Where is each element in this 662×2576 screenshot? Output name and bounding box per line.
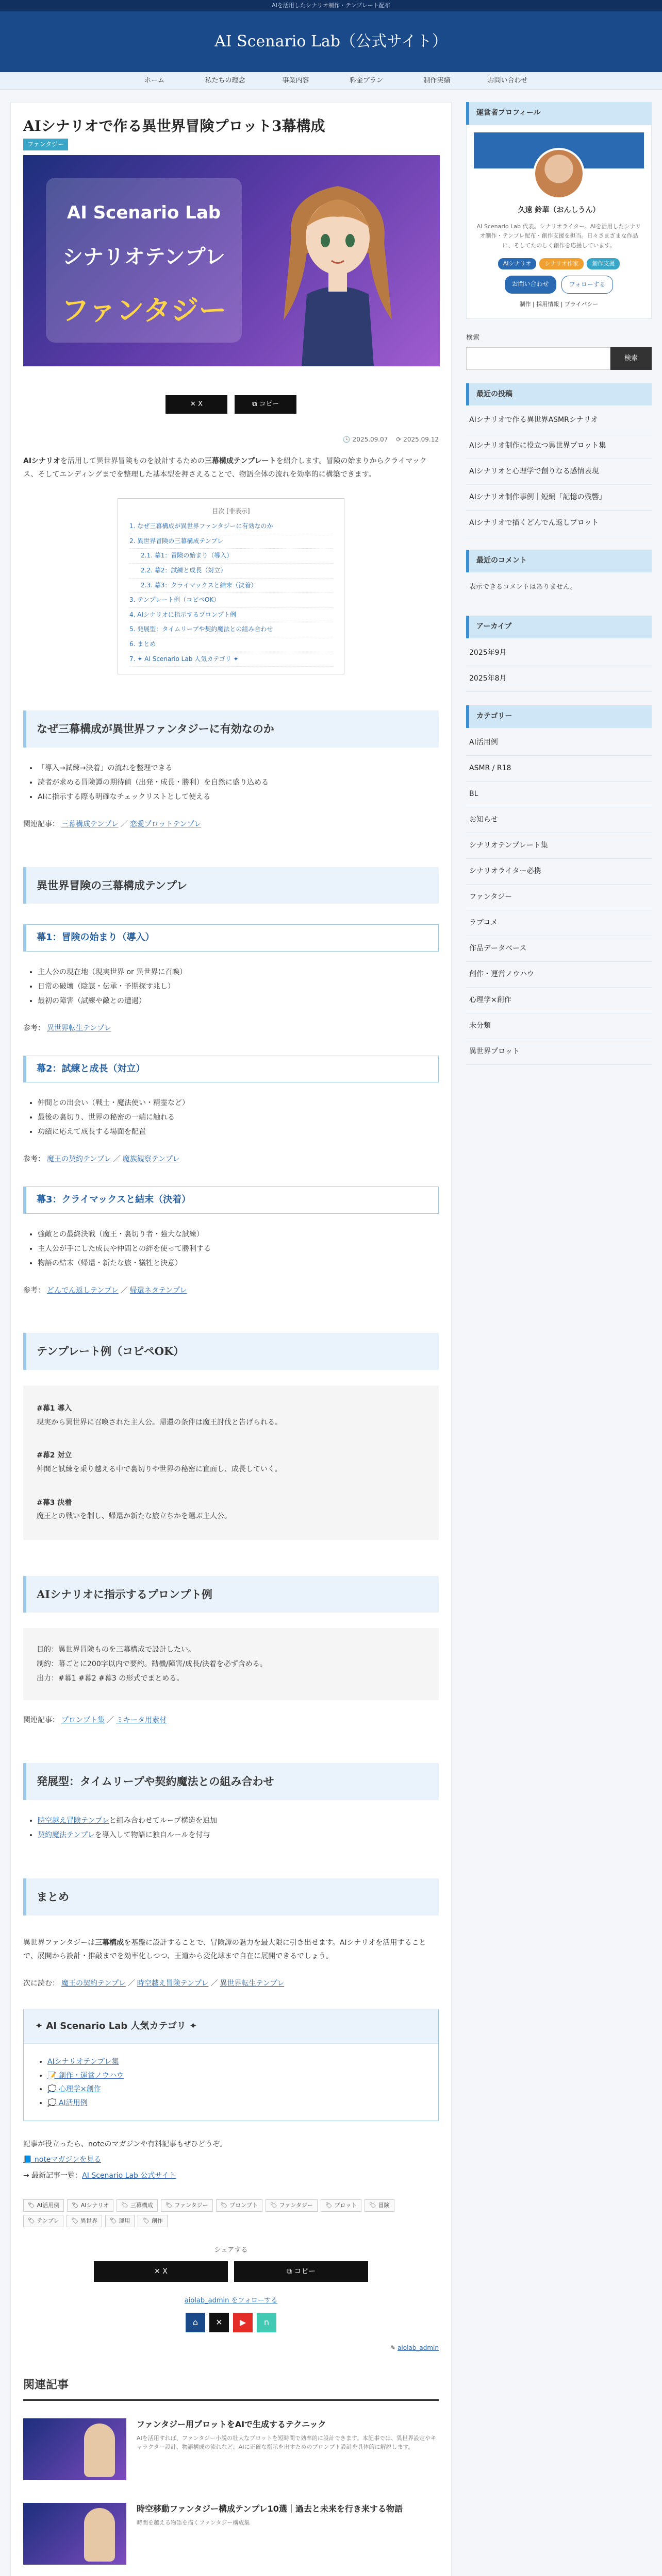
toc-list — [129, 519, 333, 667]
copy-icon: ⧉ — [252, 400, 259, 409]
official-site-link[interactable]: AI Scenario Lab 公式サイト — [82, 2172, 176, 2180]
popular-link[interactable]: AIシナリオテンプレ集 — [47, 2058, 119, 2066]
recent-post-link[interactable]: AIシナリオで作る異世界ASMRシナリオ — [466, 408, 652, 433]
search-input[interactable] — [466, 347, 610, 370]
eyecatch-line3: ファンタジー — [61, 294, 227, 327]
popular-link[interactable]: 📝 創作・運営ノウハウ — [47, 2071, 124, 2080]
profile-widget — [466, 102, 652, 319]
note-magazine-link[interactable]: 📘 noteマガジンを見る — [23, 2156, 102, 2164]
list-item: • 最初の障害（試練や敵との遭遇） — [38, 994, 439, 1008]
category-link[interactable]: シナリオテンプレート集 — [466, 833, 652, 859]
list-item: • 強敵との最終決戦（魔王・裏切り者・強大な試練） — [38, 1227, 439, 1242]
follow-button[interactable]: フォローする — [561, 276, 614, 293]
comments-empty: 表示できるコメントはありません。 — [469, 583, 577, 591]
list-item: • AIに指示する際も明確なチェックリストとして使える — [38, 790, 439, 804]
related-snippet: 時間を越える物語を描くファンタジー構成集 — [137, 2519, 250, 2526]
tag[interactable]: 🏷 ファンタジー — [266, 2199, 318, 2212]
list-item: • 主人公の現在地（現実世界 or 異世界に召喚） — [38, 965, 439, 979]
advanced-text: と組み合わせてループ構造を追加 — [109, 1816, 218, 1825]
share-x-button[interactable] — [94, 2261, 228, 2282]
category-badge[interactable]: ファンタジー — [23, 139, 68, 150]
share-x-label: X — [198, 400, 203, 409]
youtube-icon[interactable]: ▶ — [233, 2313, 253, 2332]
pen-icon: ✎ — [390, 2344, 398, 2352]
search-button[interactable]: 検索 — [610, 347, 652, 370]
popular-item — [47, 2096, 438, 2110]
eyecatch-line1: AI Scenario Lab — [67, 202, 221, 224]
popular-link[interactable]: 💭 心理学×創作 — [47, 2085, 101, 2094]
related-thumbnail — [23, 2503, 126, 2565]
nav-philosophy[interactable]: 私たちの理念 — [205, 77, 245, 84]
popular-categories-box — [23, 2009, 439, 2121]
why-list — [38, 761, 439, 804]
section-prompt-heading: AIシナリオに指示するプロンプト例 — [23, 1576, 439, 1613]
sidebar — [466, 102, 652, 1078]
ref-link[interactable]: 魔王の契約テンプレ — [47, 1155, 111, 1164]
profile-chip[interactable]: AIシナリオ — [498, 258, 537, 270]
related-card[interactable] — [23, 2503, 439, 2570]
anime-girl-illustration — [271, 165, 405, 366]
list-item: • 最後の裏切り、世界の秘密の一端に触れる — [38, 1110, 439, 1125]
act1-heading: 幕1：冒険の始まり（導入） — [23, 924, 439, 952]
profile-chip[interactable]: 創作支援 — [587, 258, 620, 270]
toc-item[interactable]: 3. テンプレート例（コピペOK） — [129, 593, 333, 608]
recent-post-link[interactable]: AIシナリオで描くどんでん返しプロット — [466, 511, 652, 536]
toc-item[interactable]: 2.1. 幕1：冒険の始まり（導入） — [129, 549, 333, 564]
archive-link[interactable]: 2025年8月 — [466, 666, 652, 692]
contact-button[interactable]: お問い合わせ — [505, 276, 556, 293]
follow-section — [23, 2295, 439, 2332]
ref-link[interactable]: どんでん返しテンプレ — [47, 1286, 119, 1295]
note-links — [23, 2137, 439, 2184]
toc-item[interactable]: 2. 異世界冒険の三幕構成テンプレ — [129, 534, 333, 549]
section-summary-heading: まとめ — [23, 1878, 439, 1916]
archive-list — [466, 640, 652, 692]
related-card[interactable] — [23, 2418, 439, 2485]
lead-strong: 三幕構成テンプレート — [204, 456, 276, 465]
lead-strong: AIシナリオ — [23, 456, 60, 465]
list-item: • 物語の結末（帰還・新たな旅・犠牲と決意） — [38, 1256, 439, 1270]
list-item: • 読者が求める冒険譚の期待値（出発・成長・勝利）を自然に盛り込める — [38, 775, 439, 790]
advanced-list — [38, 1814, 439, 1842]
related-text — [126, 2503, 403, 2570]
profile-chip[interactable]: シナリオ作家 — [539, 258, 584, 270]
profile-name: 久遠 鈴華（おんしうん） — [518, 206, 600, 214]
template-block-text: 現実から異世界に召喚された主人公。帰還の条件は魔王討伐と告げられる。 — [37, 1418, 282, 1427]
toc-item[interactable]: 2.3. 幕3：クライマックスと結末（決着） — [129, 579, 333, 594]
list-item: • 「導入→試練→決着」の流れを整理できる — [38, 761, 439, 775]
related-title[interactable]: 時空移動ファンタジー構成テンプレ10選｜過去と未来を行き来する物語 — [137, 2503, 403, 2514]
x-icon[interactable]: ✕ — [209, 2313, 229, 2332]
related-list — [23, 2418, 439, 2576]
categories-heading: カテゴリー — [466, 705, 652, 728]
archive-widget — [466, 616, 652, 692]
site-name[interactable]: AI Scenario Lab（公式サイト） — [214, 32, 448, 50]
sns-buttons — [23, 2313, 439, 2332]
category-link[interactable]: AI活用例 — [466, 730, 652, 756]
advanced-text: を導入して物語に独自ルールを付与 — [94, 1831, 210, 1839]
profile-heading: 運営者プロフィール — [466, 102, 652, 125]
toc-item[interactable]: 6. まとめ — [129, 637, 333, 652]
share-x-button[interactable] — [166, 395, 227, 414]
copy-link-button[interactable] — [235, 395, 296, 414]
related-text — [126, 2418, 439, 2485]
next-link[interactable]: 時空越え冒険テンプレ — [137, 1979, 209, 1988]
category-link[interactable]: ASMR / R18 — [466, 756, 652, 782]
latest-label: → 最新記事一覧： — [23, 2172, 82, 2180]
tag[interactable]: 🏷 AI活用例 — [23, 2199, 64, 2212]
category-link[interactable]: ファンタジー — [466, 885, 652, 910]
categories-widget — [466, 705, 652, 1065]
post-dates — [23, 434, 439, 445]
act1-list — [38, 965, 439, 1008]
recent-post-link[interactable]: AIシナリオ制作事例｜短編「記憶の残響」 — [466, 485, 652, 511]
copy-label: コピー — [294, 2267, 316, 2276]
recent-posts-widget — [466, 383, 652, 537]
share-buttons-bottom — [23, 2245, 439, 2282]
ref-link[interactable]: 帰還ネタテンプレ — [129, 1286, 187, 1295]
ref-link[interactable]: 魔族観察テンプレ — [122, 1155, 180, 1164]
lead-text: を紹介します。冒険の始まりからクライマックス、そしてエンディングまでを整理した基本型を押さえることで、物語全体の流れを効率的に構築できます。 — [23, 456, 427, 479]
ref-label: 関連記事： — [23, 820, 59, 828]
list-item: • 仲間との出会い（戦士・魔法使い・精霊など） — [38, 1096, 439, 1110]
share-label: シェアする — [214, 2246, 248, 2254]
toc-item[interactable]: 4. AIシナリオに指示するプロンプト例 — [129, 608, 333, 623]
profile-chips — [476, 258, 642, 270]
category-link[interactable]: 作品データベース — [466, 936, 652, 962]
categories-list — [466, 730, 652, 1065]
popular-heading: ✦ AI Scenario Lab 人気カテゴリ ✦ — [24, 2009, 438, 2044]
note-icon[interactable]: n — [257, 2313, 276, 2332]
follow-link[interactable]: aiolab_admin をフォローする — [184, 2296, 278, 2304]
template-block — [37, 1449, 425, 1476]
ref-link[interactable]: 異世界転生テンプレ — [47, 1024, 111, 1032]
copy-icon: ⧉ — [287, 2267, 294, 2276]
toc-item[interactable]: 5. 発展型：タイムリープや契約魔法との組み合わせ — [129, 622, 333, 637]
tag[interactable]: 🏷 異世界 — [67, 2215, 102, 2227]
recent-post-link[interactable]: AIシナリオと心理学で創りなる感情表現 — [466, 459, 652, 485]
top-notice: AIを活用したシナリオ制作・テンプレート配布 — [0, 0, 662, 11]
ref-label: 関連記事： — [23, 1716, 59, 1725]
prompt-line: 制約：幕ごとに200字以内で要約。勧機/障害/成長/決着を必ず含める。 — [37, 1660, 267, 1669]
category-link[interactable]: 創作・運営ノウハウ — [466, 962, 652, 988]
act2-list — [38, 1096, 439, 1139]
tag[interactable]: 🏷 三幕構成 — [117, 2199, 157, 2212]
category-link[interactable]: 異世界プロット — [466, 1039, 652, 1065]
global-nav — [0, 72, 662, 90]
summary-part: を基盤に設計することで、冒険譚の魅力を最大限に引き出せます。AIシナリオを活用することで、展開から設計・推敲までを効率化しつつ、王道から変化球まで自在に展開できるでしょう。 — [23, 1938, 426, 1961]
summary-strong: 三幕構成 — [95, 1938, 124, 1947]
profile-description: AI Scenario Lab 代表。シナリオライター。AIを活用したシナリオ制作・テンプレ配布・創作支援を担当。日々さまざまな作品に、そしてたのしく創作を応援しています。 — [476, 223, 641, 249]
recent-list — [466, 408, 652, 536]
tag[interactable]: 🏷 ファンタジー — [161, 2199, 213, 2212]
archive-heading: アーカイブ — [466, 616, 652, 638]
note-text: 記事が役立ったら、noteのマガジンや有料記事もぜひどうぞ。 — [23, 2140, 227, 2148]
tag[interactable]: 🏷 プロット — [321, 2199, 361, 2212]
list-item: • 日常の破壊（陰謀・伝承・予期探す兆し） — [38, 979, 439, 994]
template-block — [37, 1402, 425, 1429]
x-icon: ✕ — [154, 2267, 163, 2276]
eyecatch-image — [23, 155, 440, 366]
recent-heading: 最近の投稿 — [466, 383, 652, 406]
section-advanced-heading: 発展型：タイムリープや契約魔法との組み合わせ — [23, 1763, 439, 1800]
act2-refs: 参考： 魔王の契約テンプレ ／ 魔族観察テンプレ — [23, 1155, 180, 1164]
clock-icon: 🕓 — [342, 436, 351, 444]
ref-link[interactable]: 三幕構成テンプレ — [61, 820, 119, 828]
author-line — [23, 2343, 439, 2353]
next-label: 次に読む： — [23, 1979, 59, 1988]
ref-label: 参考： — [23, 1155, 45, 1164]
ref-link[interactable]: 恋愛プロットテンプレ — [129, 820, 202, 828]
share-buttons-top — [23, 395, 439, 414]
section-template-heading: 異世界冒険の三幕構成テンプレ — [23, 867, 439, 904]
tag[interactable]: 🏷 プロンプト — [216, 2199, 262, 2212]
nav-home[interactable]: ホーム — [144, 77, 164, 84]
category-link[interactable]: 心理学×創作 — [466, 988, 652, 1013]
popular-link[interactable]: 💭 AI活用例 — [47, 2098, 88, 2107]
share-x-label: X — [162, 2267, 168, 2276]
next-read: 次に読む： 魔王の契約テンプレ ／ 時空越え冒険テンプレ ／ 異世界転生テンプレ — [23, 1979, 285, 1988]
updated-date: 2025.09.12 — [403, 436, 439, 444]
tag[interactable]: 🏷 冒険 — [365, 2199, 394, 2212]
tag[interactable]: 🏷 創作 — [138, 2215, 167, 2227]
related-links: 関連記事： 三幕構成テンプレ ／ 恋愛プロットテンプレ — [23, 820, 202, 828]
related-heading: 関連記事 — [23, 2376, 439, 2400]
profile-links[interactable]: 制作 | 採用情報 | プライバシー — [519, 300, 599, 308]
list-item — [38, 1814, 439, 1828]
article — [10, 102, 452, 2576]
list-item: • 功績に応えて成長する場面を配置 — [38, 1125, 439, 1139]
next-link[interactable]: 異世界転生テンプレ — [220, 1979, 285, 1988]
copy-link-button[interactable] — [234, 2261, 368, 2282]
x-icon: ✕ — [190, 400, 198, 409]
template-block-text: 魔王との戦いを制し、帰還か新たな旅立ちかを選ぶ主人公。 — [37, 1512, 231, 1521]
refresh-icon: ⟳ — [396, 436, 402, 444]
home-icon[interactable]: ⌂ — [186, 2313, 205, 2332]
table-of-contents — [118, 498, 344, 674]
act3-heading: 幕3：クライマックスと結末（決着） — [23, 1187, 439, 1214]
ref-link[interactable]: プロンプト集 — [61, 1716, 105, 1725]
advanced-link[interactable]: 契約魔法テンプレ — [38, 1831, 95, 1839]
tag[interactable]: 🏷 テンプレ — [23, 2215, 63, 2227]
popular-item — [47, 2082, 438, 2096]
toc-item[interactable]: 2.2. 幕2：試練と成長（対立） — [129, 564, 333, 579]
page-title: AIシナリオで作る異世界冒険プロット3幕構成 — [23, 117, 325, 134]
ref-link[interactable]: ミキータ用素材 — [116, 1716, 167, 1725]
prompt-refs: 関連記事： プロンプト集 ／ ミキータ用素材 — [23, 1716, 167, 1725]
category-link[interactable]: ラブコメ — [466, 910, 652, 936]
list-item — [38, 1828, 439, 1842]
comments-heading: 最近のコメント — [466, 550, 652, 572]
published-date: 2025.09.07 — [352, 436, 388, 444]
act2-heading: 幕2：試練と成長（対立） — [23, 1056, 439, 1083]
template-block-heading: #幕1 導入 — [37, 1404, 72, 1413]
nav-works[interactable]: 制作実績 — [423, 77, 451, 84]
act3-list — [38, 1227, 439, 1270]
tag[interactable]: 🏷 AIシナリオ — [67, 2199, 113, 2212]
popular-item — [47, 2069, 438, 2083]
category-link[interactable]: シナリオライター必携 — [466, 859, 652, 885]
category-link[interactable]: お知らせ — [466, 807, 652, 833]
lead-paragraph — [23, 454, 439, 482]
search-label: 検索 — [466, 334, 480, 342]
toc-title[interactable]: 目次 [非表示] — [212, 507, 250, 515]
ref-label: 参考： — [23, 1286, 45, 1295]
related-thumbnail — [23, 2418, 126, 2480]
template-block — [37, 1496, 425, 1523]
author-link[interactable]: aiolab_admin — [398, 2344, 439, 2352]
category-link[interactable]: BL — [466, 782, 652, 807]
avatar — [533, 148, 585, 199]
category-link[interactable]: 未分類 — [466, 1013, 652, 1039]
toc-item[interactable]: 7. ✦ AI Scenario Lab 人気カテゴリ ✦ — [129, 652, 333, 667]
site-header — [0, 11, 662, 72]
section-example-heading: テンプレート例（コピペOK） — [23, 1333, 439, 1370]
summary-text — [23, 1936, 439, 1963]
comments-widget — [466, 550, 652, 602]
nav-pricing[interactable]: 料金プラン — [349, 77, 383, 84]
prompt-line: 目的：異世界冒険ものを三幕構成で設計したい。 — [37, 1646, 195, 1654]
section-why-heading: なぜ三幕構成が異世界ファンタジーに有効なのか — [23, 710, 439, 748]
popular-item — [47, 2055, 438, 2069]
summary-part: 異世界ファンタジーは — [23, 1938, 95, 1947]
related-title[interactable]: ファンタジー用プロットをAIで生成するテクニック — [137, 2419, 326, 2429]
list-item: • 主人公が手にした成長や仲間との絆を使って勝利する — [38, 1242, 439, 1256]
act3-refs: 参考： どんでん返しテンプレ ／ 帰還ネタテンプレ — [23, 1286, 187, 1295]
ref-label: 参考： — [23, 1024, 45, 1032]
next-link[interactable]: 魔王の契約テンプレ — [61, 1979, 126, 1988]
advanced-link[interactable]: 時空越え冒険テンプレ — [38, 1816, 109, 1825]
archive-link[interactable]: 2025年9月 — [466, 640, 652, 666]
template-block-text: 仲間と試練を乗り越える中で裏切りや世界の秘密に直面し、成長していく。 — [37, 1465, 282, 1473]
toc-item[interactable]: 1. なぜ三幕構成が異世界ファンタジーに有効なのか — [129, 519, 333, 534]
template-block-heading: #幕3 決着 — [37, 1498, 72, 1507]
nav-services[interactable]: 事業内容 — [282, 77, 309, 84]
template-block-heading: #幕2 対立 — [37, 1451, 72, 1460]
lead-text: を活用して異世界冒険ものを設計するための — [60, 456, 205, 465]
prompt-line: 出力：#幕1 #幕2 #幕3 の形式でまとめる。 — [37, 1674, 184, 1683]
search-widget — [466, 332, 652, 369]
eyecatch-line2: シナリオテンプレ — [62, 245, 225, 269]
nav-contact[interactable]: お問い合わせ — [487, 77, 528, 84]
copy-label: コピー — [259, 400, 279, 409]
popular-list — [47, 2055, 438, 2110]
tag[interactable]: 🏷 運用 — [105, 2215, 135, 2227]
tag-list — [23, 2199, 415, 2227]
eyecatch-badge — [46, 178, 242, 343]
related-snippet: AIを活用すれば、ファンタジー小説の壮大なプロットを短時間で効率的に設計できます。本記事では、異世界設定やキャラクター設計、物語構成の流れなど、AIに正確な指示を出すためのプロンプト設計を具体的に解説します。 — [137, 2434, 437, 2451]
recent-post-link[interactable]: AIシナリオ制作に役立つ異世界プロット集 — [466, 433, 652, 459]
act1-refs — [23, 1023, 439, 1035]
prompt-example-box[interactable] — [23, 1628, 439, 1700]
template-example-box[interactable] — [23, 1385, 439, 1540]
